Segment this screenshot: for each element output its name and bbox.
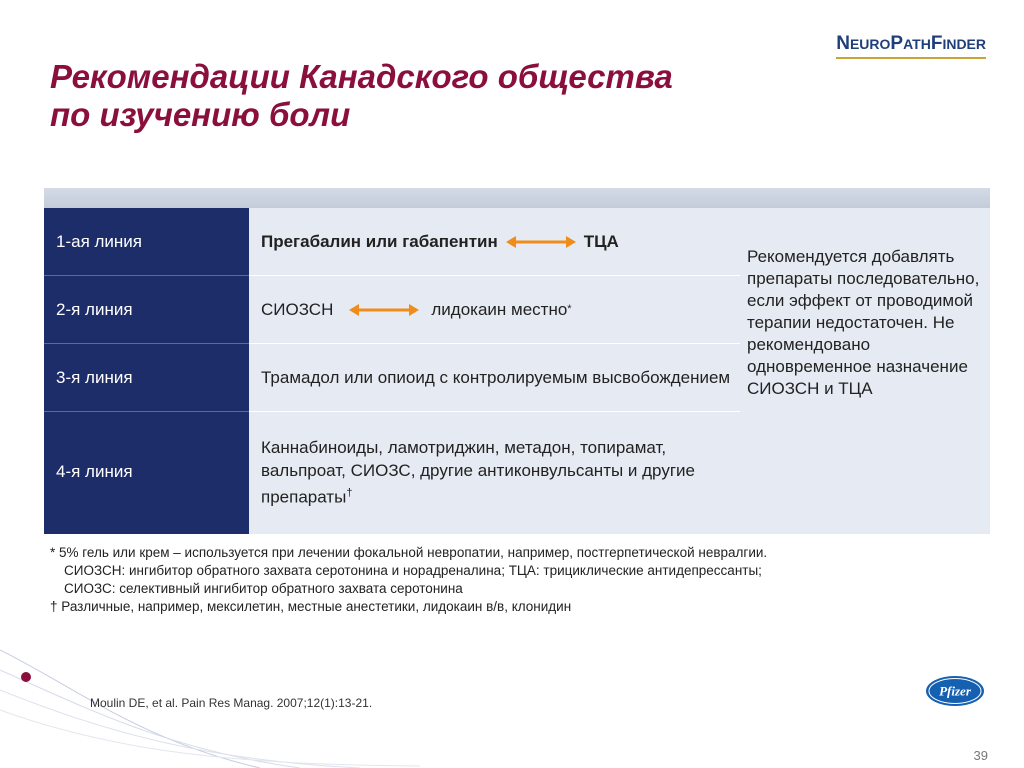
row-2-label: 2-я линия [56,299,133,319]
decorative-swoosh [0,600,420,768]
title-line-2: по изучению боли [50,96,351,133]
row-1-text: Прегабалин или габапентин ТЦА [261,232,619,251]
row-3-text: Трамадол или опиоид с контролируемым высвобождением [261,368,731,387]
page-number: 39 [973,748,988,763]
row-4-label: 4-я линия [56,462,133,481]
reference: Moulin DE, et al. Pain Res Manag. 2007;12(1):13-21. [90,696,373,710]
treatment-table [44,188,990,534]
neuropathfinder-logo: NEUROPATHFINDER [836,33,986,55]
pfizer-logo [924,673,986,709]
table-header-bar [44,188,990,208]
logo-underline [836,57,986,59]
page-title [50,58,850,134]
double-arrow-icon [349,303,419,317]
row-2-text: СИОЗСН лидокаин местно * [261,300,572,319]
title-line-1: Рекомендации Канадского общества [50,58,673,95]
row-4-text: Каннабиноиды, ламотриджин, метадон, топирамат, вальпроат, СИОЗС, другие антиконвульсанты и другие препараты† [261,437,695,507]
row-1-label: 1-ая линия [56,231,143,251]
double-arrow-icon [506,235,576,249]
footnote-1: * 5% гель или крем – используется при лечении фокальной невропатии, например, постгерпетической невралгии. [50,545,768,560]
footnote-2: СИОЗСН: ингибитор обратного захвата серотонина и норадреналина; ТЦА: трициклические антидепрессанты; [64,563,762,578]
recommendation-note: Рекомендуется добавлять препараты последовательно, если эффект от проводимой терапии недостаточен. Не рекомендовано одновременное назначение СИОЗСН и ТЦА [747,247,980,398]
svg-text:Pfizer: Pfizer [939,683,971,699]
row-3-label: 3-я линия [56,367,133,387]
footnote-3: СИОЗС: селективный ингибитор обратного захвата серотонина [64,581,463,596]
footnote-4: † Различные, например, мексилетин, местные анестетики, лидокаин в/в, клонидин [50,599,572,614]
